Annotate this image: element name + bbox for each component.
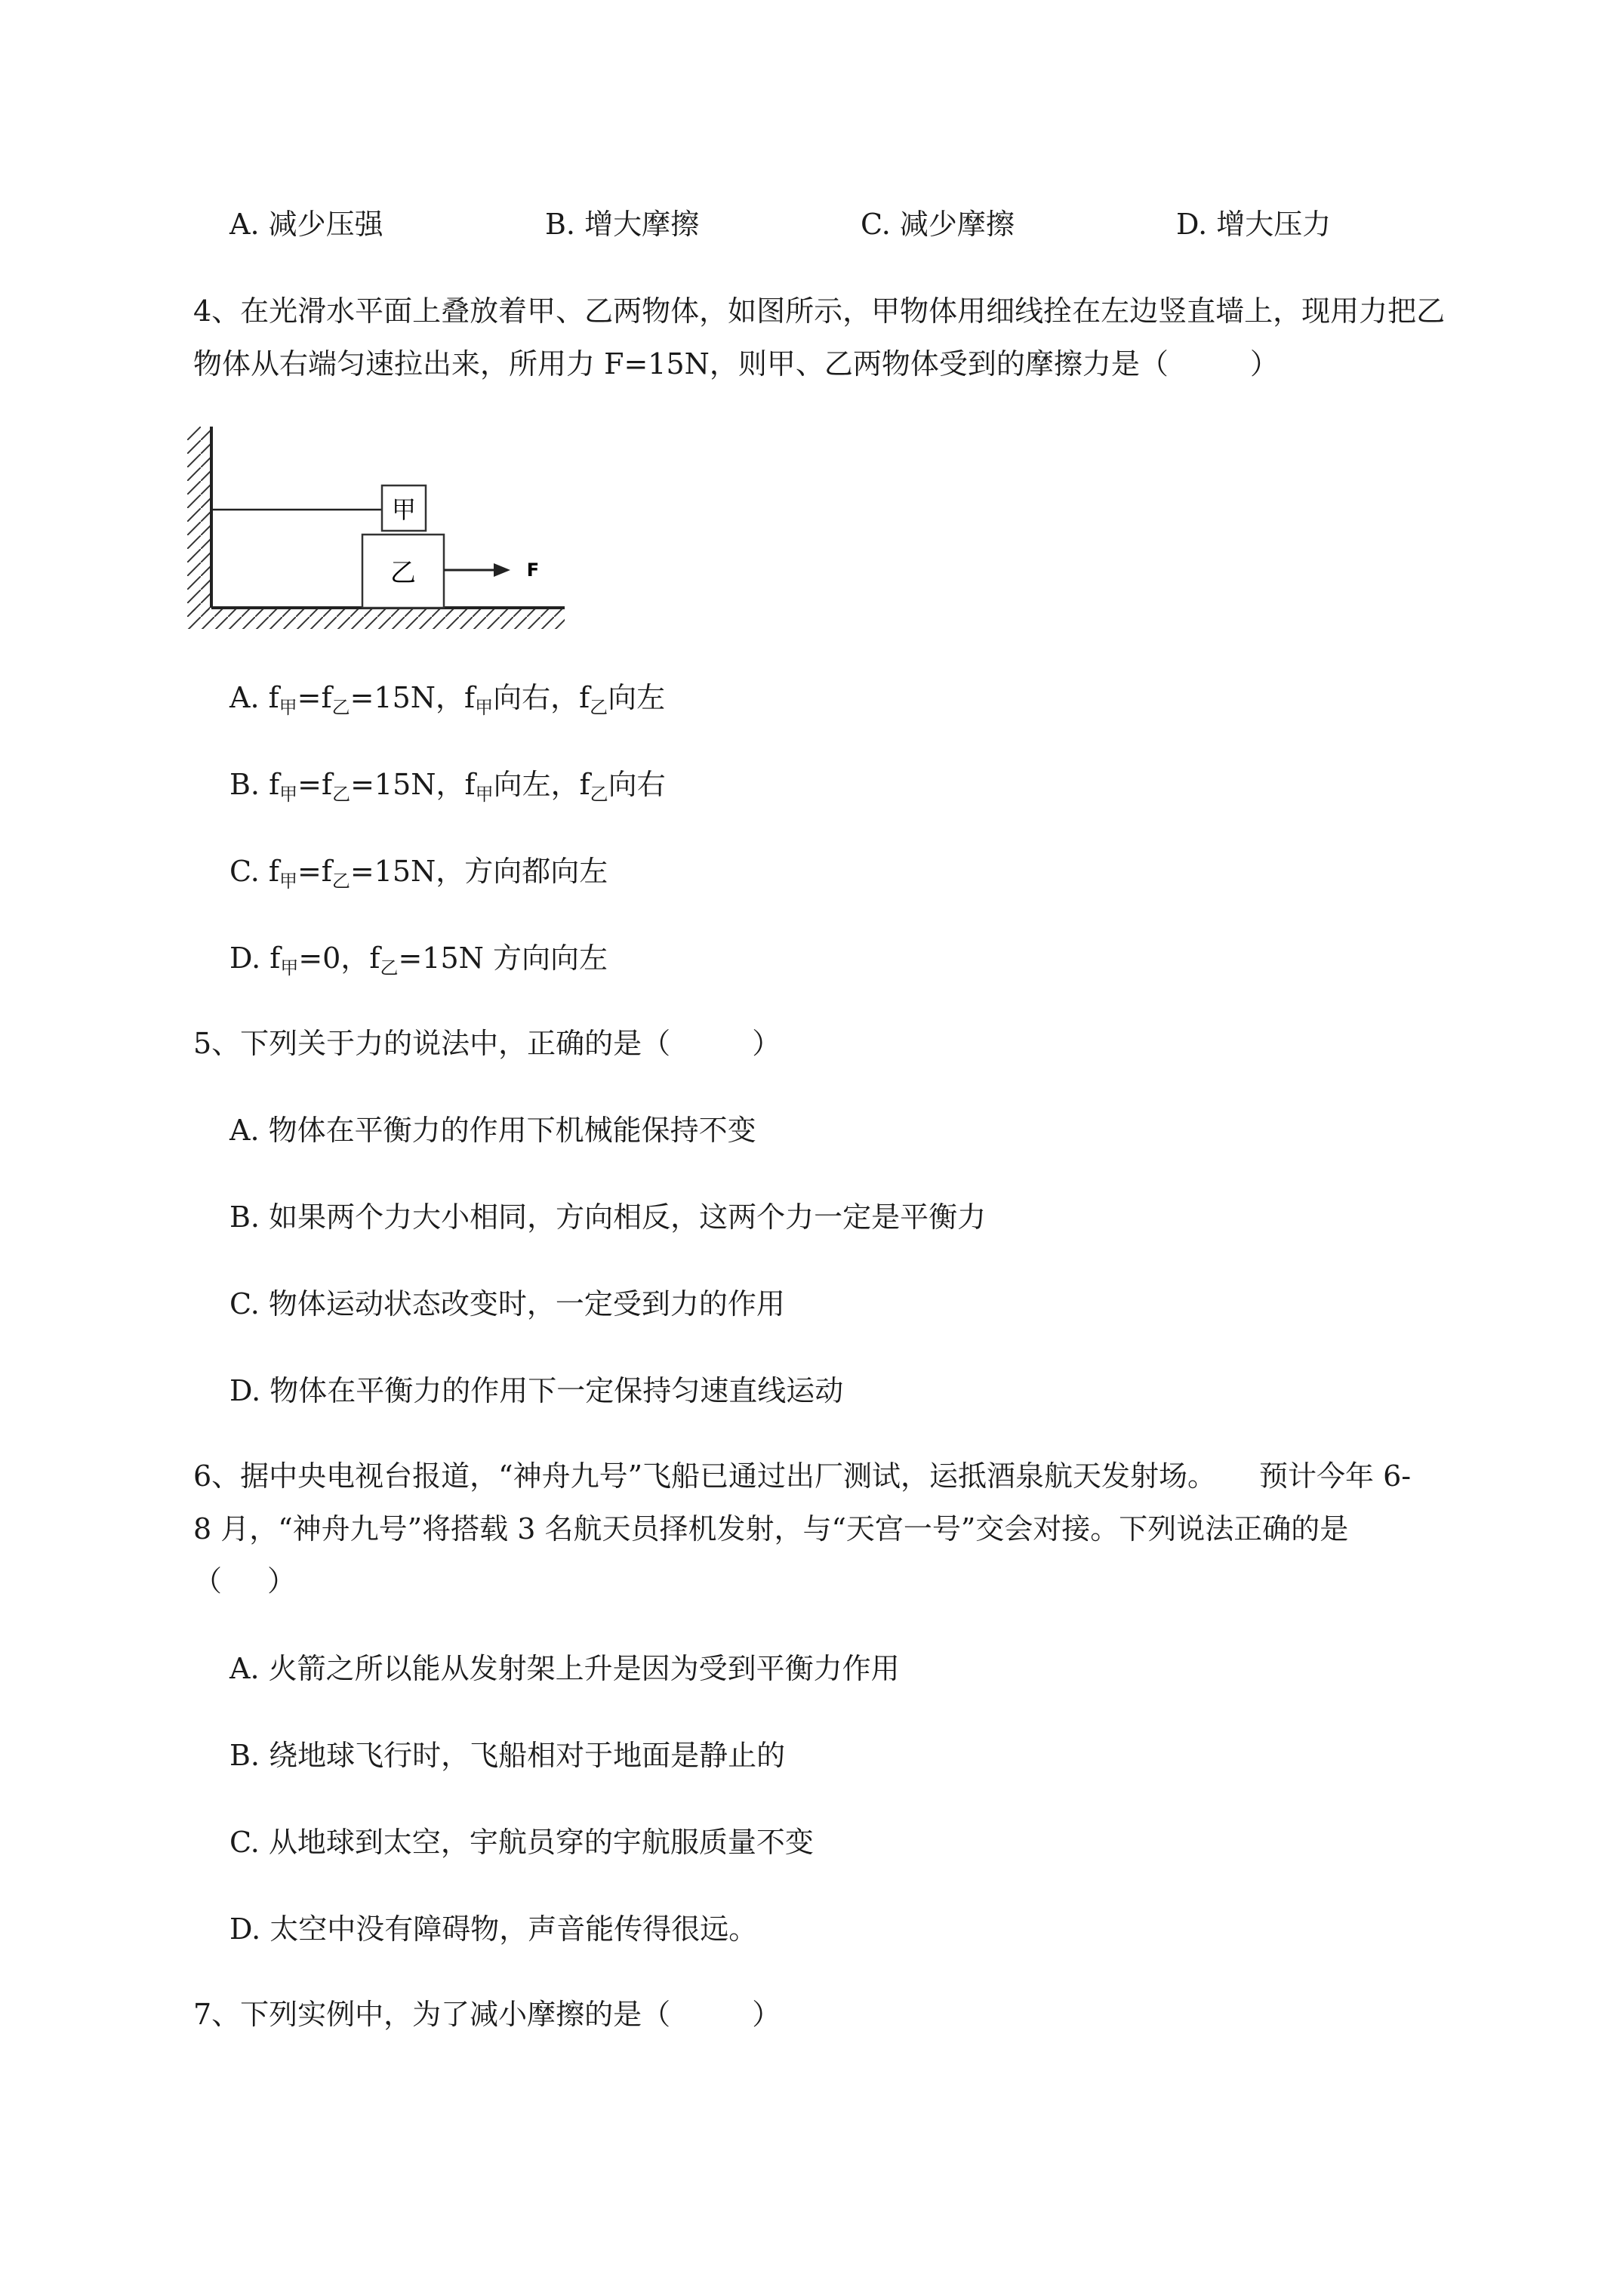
block-jia-label: 甲 [391, 495, 417, 524]
q4-option-c: C. $f_甲=f_乙=15N$，方向都向左 [229, 855, 608, 892]
force-label: F [526, 559, 540, 581]
q5-option-c: C. 物体运动状态改变时，一定受到力的作用 [229, 1287, 785, 1321]
q3-option-c: C. 减少摩擦 [861, 208, 1015, 241]
q4-option-b: B. $f_甲=f_乙=15N$，$f_甲$向左，$f_乙$向右 [229, 768, 666, 805]
q4-option-a: A. $f_甲=f_乙=15N$，$f_甲$向右，$f_乙$向左 [229, 681, 666, 718]
q6-stem-line1: 6、据中央电视台报道，“神舟九号”飞船已通过出厂测试，运抵酒泉航天发射场。 预计今年 6- [193, 1459, 1412, 1493]
q3-option-d: D. 增大压力 [1176, 208, 1332, 241]
q7-stem: 7、下列实例中，为了减小摩擦的是（ ） [193, 1998, 781, 2031]
q3-option-a: A. 减少压强 [229, 208, 383, 241]
q6-stem-line2: 8 月，“神舟九号”将搭载 3 名航天员择机发射，与“天宫一号”交会对接。下列说法正确的是 [193, 1512, 1349, 1546]
q3-options [0, 210, 1623, 248]
q3-option-b: B. 增大摩擦 [545, 208, 700, 241]
q4-stem-line2: 物体从右端匀速拉出来，所用力 F=15N，则甲、乙两物体受到的摩擦力是（ ） [193, 347, 1279, 381]
block-yi-label: 乙 [390, 558, 416, 588]
q4-stem-line1: 4、在光滑水平面上叠放着甲、乙两物体，如图所示，甲物体用细线拴在左边竖直墙上，现用力把乙 [193, 294, 1446, 328]
ground-hatch [187, 609, 565, 629]
force-arrow-head [494, 563, 510, 577]
q6-option-c: C. 从地球到太空，宇航员穿的宇航服质量不变 [229, 1826, 814, 1859]
q5-option-b: B. 如果两个力大小相同，方向相反，这两个力一定是平衡力 [229, 1200, 987, 1234]
q5-option-d: D. 物体在平衡力的作用下一定保持匀速直线运动 [229, 1374, 844, 1407]
q6-stem-line3: （ ） [193, 1564, 297, 1598]
wall-hatch [187, 427, 210, 612]
q4-figure [187, 427, 572, 630]
q4-option-d: D. $f_甲=0$，$f_乙=15N$ 方向向左 [229, 942, 608, 978]
q5-stem: 5、下列关于力的说法中，正确的是（ ） [193, 1027, 781, 1060]
q6-option-b: B. 绕地球飞行时，飞船相对于地面是静止的 [229, 1739, 786, 1772]
q6-option-a: A. 火箭之所以能从发射架上升是因为受到平衡力作用 [229, 1652, 900, 1685]
q6-option-d: D. 太空中没有障碍物，声音能传得很远。 [229, 1912, 758, 1946]
q5-option-a: A. 物体在平衡力的作用下机械能保持不变 [229, 1114, 756, 1147]
